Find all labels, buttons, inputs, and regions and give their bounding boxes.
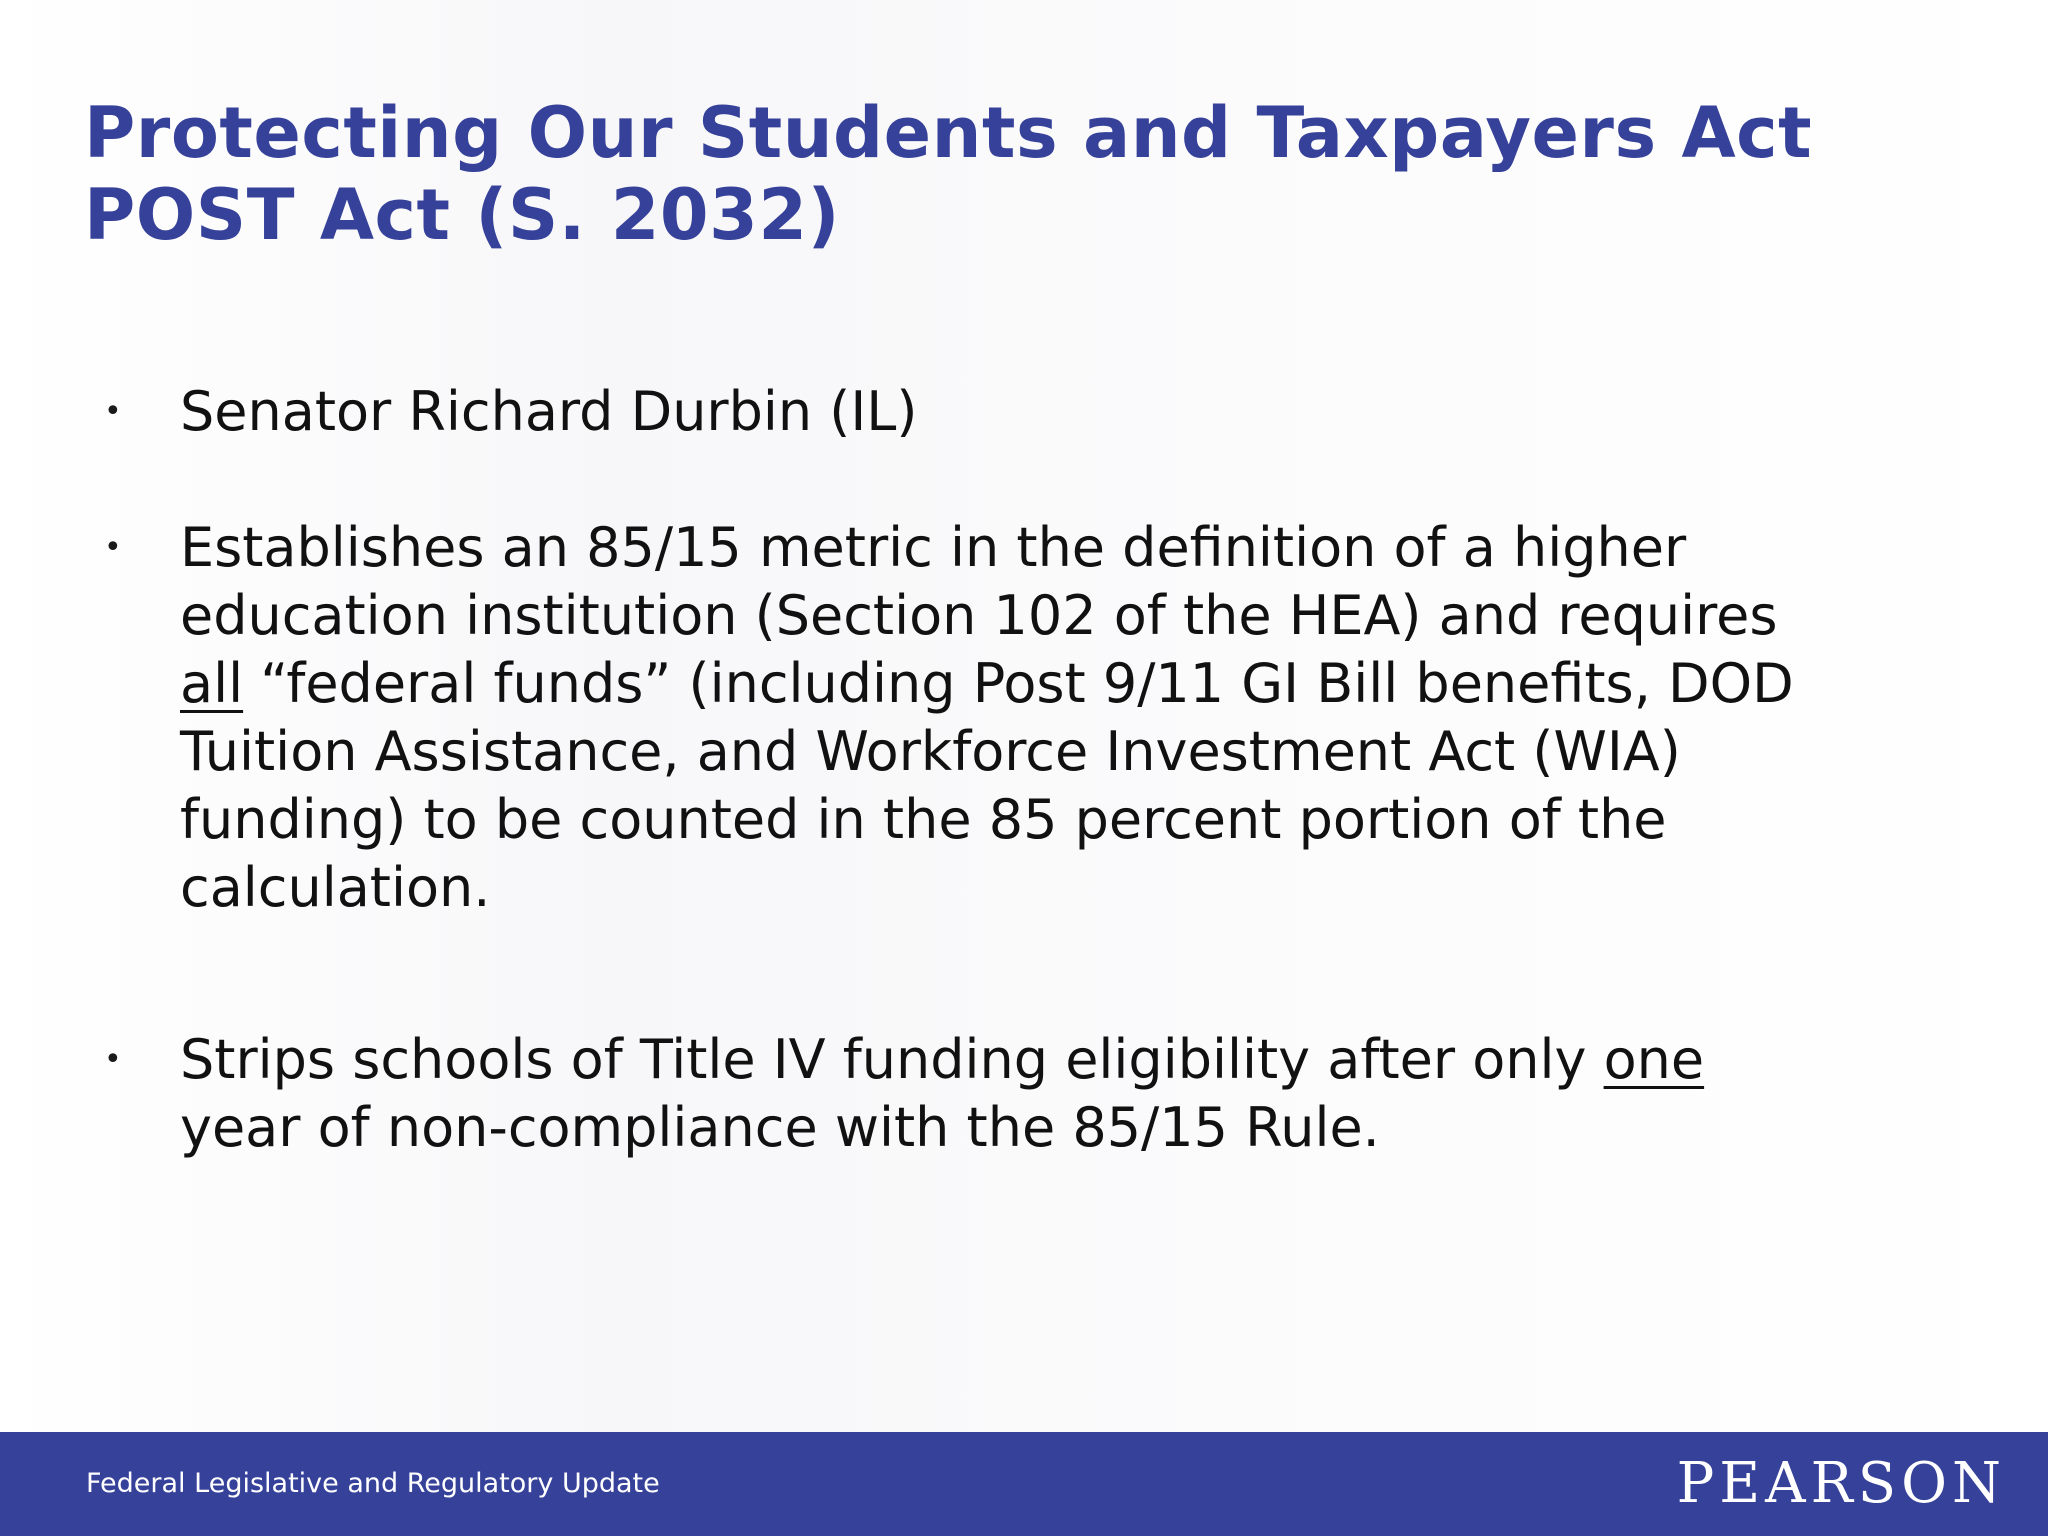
bullet-line-rest: “federal funds” (including Post 9/11 GI Bill benefits, DOD (243, 652, 1794, 715)
bullet-text (180, 514, 1920, 922)
bullet-line: Senator Richard Durbin (IL) (180, 380, 918, 443)
pearson-logo: PEARSON (1676, 1451, 2006, 1516)
underlined-word-one: one (1603, 1028, 1705, 1091)
bullet-line: Establishes an 85/15 metric in the definition of a higher (180, 516, 1687, 579)
bullet-line: funding) to be counted in the 85 percent portion of the (180, 788, 1667, 851)
bullet-icon: • (104, 530, 122, 565)
bullet-icon: • (104, 394, 122, 429)
bullet-line: year of non-compliance with the 85/15 Rule. (180, 1096, 1380, 1159)
footer-bar (0, 1432, 2048, 1536)
slide-title (84, 92, 1812, 256)
bullet-line: Tuition Assistance, and Workforce Investment Act (WIA) (180, 720, 1681, 783)
bullet-text (180, 378, 1920, 446)
slide-title-line-2: POST Act (S. 2032) (84, 174, 841, 256)
bullet-line: calculation. (180, 856, 491, 919)
bullet-text (180, 1026, 1920, 1162)
underlined-word-all: all (180, 652, 244, 715)
bullet-line: education institution (Section 102 of the HEA) and requires (180, 584, 1778, 647)
bullet-line (180, 650, 1920, 718)
bullet-line-start: Strips schools of Title IV funding eligibility after only (180, 1028, 1604, 1091)
footer-text: Federal Legislative and Regulatory Update (86, 1468, 660, 1499)
slide-title-line-1: Protecting Our Students and Taxpayers Act (84, 92, 1813, 174)
bullet-icon: • (104, 1042, 122, 1077)
bullet-line (180, 1026, 1920, 1094)
